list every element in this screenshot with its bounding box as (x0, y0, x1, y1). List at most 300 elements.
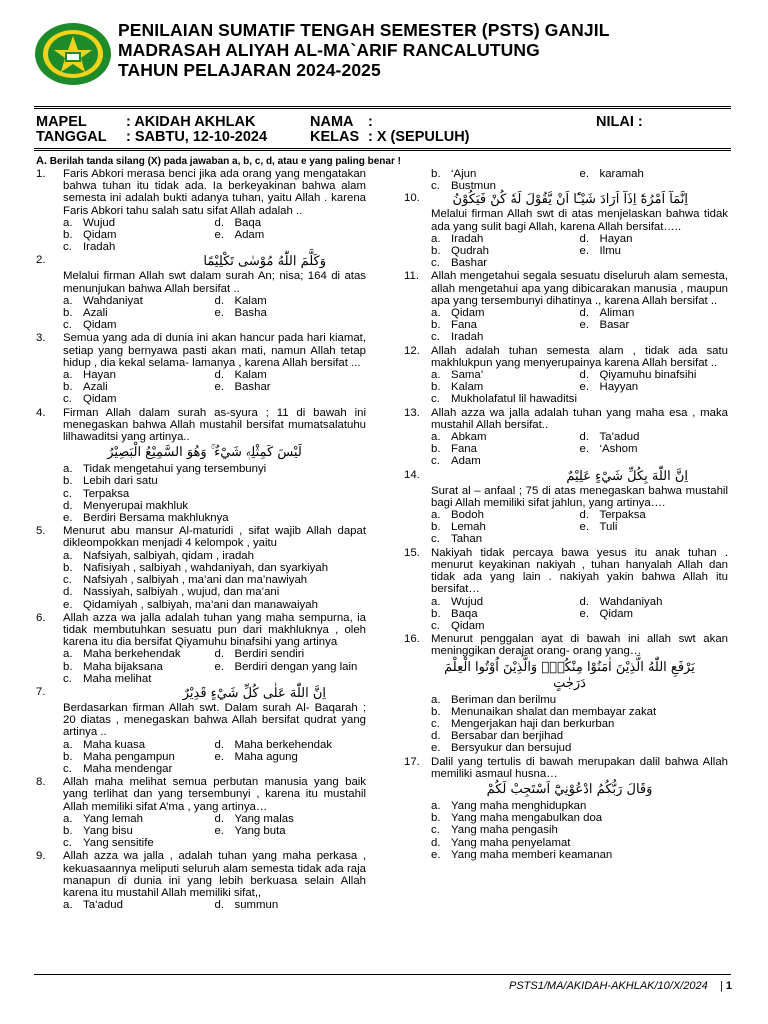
option-row (63, 229, 366, 241)
title-line-2: MADRASAH ALIYAH AL-MA`ARIF RANCALUTUNG (118, 40, 540, 60)
question-text: Allah azza wa jalla , adalah tuhan yang maha perkasa , kekuasaannya meliputi seluruh alam semesta tidak ada raja manapun di dunia ini yang lebih berkuasa selain Allah karena itu mustahil Allah memiliki sifat,, (63, 850, 366, 899)
document-header (0, 0, 768, 108)
option-text: Sama’ (451, 369, 484, 382)
option-text: Berdiri Bersama makhluknya (83, 512, 229, 525)
option-text: Lemah (451, 521, 486, 534)
answer-option[interactable] (431, 443, 580, 455)
option-letter: b. (431, 443, 441, 456)
option-letter: e. (214, 824, 224, 837)
answer-option[interactable] (431, 533, 482, 545)
option-letter: c. (431, 533, 440, 546)
option-letter: b. (431, 319, 441, 332)
option-text: summun (234, 899, 279, 912)
answer-option[interactable] (431, 620, 485, 632)
option-letter: b. (63, 561, 73, 574)
answer-option[interactable] (63, 393, 117, 405)
answer-option[interactable] (431, 596, 580, 608)
option-row (431, 443, 728, 455)
question-item (36, 168, 366, 253)
option-row (63, 562, 366, 574)
answer-option[interactable] (431, 812, 602, 824)
answer-option[interactable] (431, 180, 496, 192)
option-text: Nafsiyah , salbiyah , ma’ani dan ma’nawiyah (83, 574, 308, 587)
question-text: Menurut abu mansur Al-maturidi , sifat wajib Allah dapat dikleompokkan menjadi 4 kelompok , yaitu (63, 525, 366, 550)
option-text: Nassiyah, salbiyah , wujud, dan ma’ani (83, 586, 280, 599)
mapel-label: MAPEL (36, 114, 87, 130)
option-letter: d. (579, 307, 589, 320)
footer-code: PSTS1/MA/AKIDAH-AKHLAK/10/X/2024 (509, 980, 708, 992)
option-row (63, 500, 366, 512)
answer-options (36, 648, 366, 685)
option-text: Basha (234, 307, 267, 320)
option-letter: b. (431, 381, 441, 394)
option-text: Abkam (451, 431, 487, 444)
answer-option[interactable] (431, 706, 656, 718)
option-row (431, 307, 728, 319)
question-number: 13. (404, 406, 420, 419)
option-text: Azali (83, 381, 108, 394)
option-row (431, 509, 728, 521)
question-text: Semua yang ada di dunia ini akan hancur pada hari kiamat, setiap yang bernyawa pasti akan mati, namun Allah tetap hidup , dia kekal selama- lamanya , karena Allah bersifat ... (63, 332, 366, 369)
answer-option[interactable] (63, 899, 215, 911)
option-text: Iradah (451, 331, 484, 344)
question-item (404, 756, 728, 861)
answer-option[interactable] (63, 500, 188, 512)
option-text: Yang malas (234, 812, 294, 825)
option-row (63, 837, 366, 849)
question-number: 9. (36, 850, 46, 863)
answer-option[interactable] (63, 512, 229, 524)
option-text: Yang buta (234, 824, 286, 837)
answer-options (36, 813, 366, 850)
option-row (431, 369, 728, 381)
info-divider (34, 148, 731, 152)
option-letter: c. (63, 672, 72, 685)
option-letter: e. (63, 512, 73, 525)
option-text: Yang maha memberi keamanan (451, 848, 613, 861)
option-text: Qidam (83, 229, 117, 242)
option-row (431, 824, 728, 836)
option-text: Yang maha pengasih (451, 824, 558, 837)
option-text: Maha agung (234, 750, 298, 763)
question-item (404, 633, 728, 754)
option-letter: d. (431, 730, 441, 743)
option-letter: e. (579, 381, 589, 394)
question-item (404, 270, 728, 343)
question-number: 3. (36, 332, 46, 345)
option-text: Mengerjakan haji dan berkurban (451, 717, 615, 730)
answer-option[interactable] (431, 730, 563, 742)
question-number: 12. (404, 344, 420, 357)
option-row (63, 369, 366, 381)
question-text: Melalui firman Allah swt di atas menjelaskan bahwa tidak ada yang sulit bagi Allah, karena Allah bersifat….. (431, 208, 728, 233)
option-text: Hayan (599, 232, 633, 245)
option-text: Ta’adud (599, 431, 640, 444)
answer-option[interactable] (431, 257, 487, 269)
option-letter: d. (214, 738, 224, 751)
kelas-label: KELAS (310, 129, 360, 145)
option-letter: d. (579, 431, 589, 444)
option-row (431, 800, 728, 812)
option-row (63, 512, 366, 524)
nama-value[interactable]: : (368, 114, 373, 130)
option-letter: a. (63, 549, 73, 562)
option-letter: a. (63, 294, 73, 307)
answer-option[interactable] (580, 381, 729, 393)
page-footer (509, 980, 732, 992)
option-row (431, 706, 728, 718)
question-item (36, 850, 366, 911)
answer-option[interactable] (215, 295, 367, 307)
option-letter: e. (214, 307, 224, 320)
answer-option[interactable] (63, 574, 307, 586)
question-number: 8. (36, 776, 46, 789)
answer-option[interactable] (431, 521, 580, 533)
option-letter: c. (63, 487, 72, 500)
answer-option[interactable] (215, 307, 367, 319)
question-text: Surat al – anfaal ; 75 di atas menegaskan bahwa mustahil bagi Allah memiliki sifat jahlun, yang artinya…. (431, 484, 728, 509)
questions-left-column (36, 168, 366, 912)
option-letter: c. (63, 241, 72, 254)
instruction-text: Berilah tanda silang (X) pada jawaban a, b, c, d, atau e yang paling benar ! (49, 156, 401, 167)
answer-options (404, 694, 728, 755)
answer-option[interactable] (63, 319, 117, 331)
option-row (431, 742, 728, 754)
option-row (63, 574, 366, 586)
answer-options (404, 369, 728, 406)
answer-option[interactable] (215, 825, 367, 837)
option-letter: a. (63, 899, 73, 912)
answer-option[interactable] (580, 431, 729, 443)
answer-option[interactable] (580, 168, 729, 180)
option-row (63, 763, 366, 775)
header-title (118, 20, 609, 80)
option-letter: e. (214, 381, 224, 394)
answer-option[interactable] (63, 295, 215, 307)
option-letter: a. (431, 431, 441, 444)
option-row (431, 521, 728, 533)
instruction (36, 155, 401, 167)
option-text: Tuli (599, 521, 618, 534)
option-row (431, 596, 728, 608)
option-row (431, 393, 728, 405)
answer-option[interactable] (63, 241, 115, 253)
option-letter: e. (431, 742, 441, 755)
answer-option[interactable] (63, 673, 151, 685)
answer-option[interactable] (63, 229, 215, 241)
question-number: 5. (36, 525, 46, 538)
option-text: Qiyamuhu binafsihi (599, 369, 697, 382)
option-row (63, 307, 366, 319)
option-text: Wujud (83, 216, 116, 229)
answer-option[interactable] (63, 599, 318, 611)
option-letter: e. (579, 521, 589, 534)
answer-option[interactable] (63, 475, 158, 487)
answer-option[interactable] (431, 742, 571, 754)
answer-option[interactable] (63, 837, 154, 849)
answer-option[interactable] (215, 229, 367, 241)
questions-right-column (404, 168, 728, 862)
answer-option[interactable] (580, 319, 729, 331)
answer-option[interactable] (215, 381, 367, 393)
option-letter: c. (431, 824, 440, 837)
answer-option[interactable] (63, 369, 215, 381)
option-letter: c. (431, 257, 440, 270)
option-letter: a. (431, 369, 441, 382)
option-letter: e. (579, 168, 589, 180)
answer-option[interactable] (215, 217, 367, 229)
option-row (63, 241, 366, 253)
option-row (431, 620, 728, 632)
option-row (63, 381, 366, 393)
option-text: Yang lemah (83, 812, 143, 825)
answer-option[interactable] (431, 800, 586, 812)
answer-option[interactable] (580, 245, 729, 257)
option-letter: a. (431, 232, 441, 245)
option-text: karamah (599, 168, 644, 180)
tanggal-value: : SABTU, 12-10-2024 (126, 129, 268, 145)
option-row (431, 431, 728, 443)
option-text: Kalam (451, 381, 484, 394)
option-text: Fana (451, 319, 477, 332)
mapel-value: : AKIDAH AKHLAK (126, 114, 256, 130)
question-number: 11. (404, 270, 419, 283)
nilai-label[interactable]: NILAI : (596, 114, 643, 130)
answer-option[interactable] (431, 369, 580, 381)
answer-option[interactable] (63, 763, 172, 775)
option-row (63, 319, 366, 331)
answer-option[interactable] (215, 739, 367, 751)
answer-option[interactable] (431, 509, 580, 521)
answer-option[interactable] (580, 521, 729, 533)
answer-option[interactable] (431, 849, 612, 861)
option-text: Bersyukur dan bersujud (451, 742, 572, 755)
option-letter: d. (579, 369, 589, 382)
option-letter: b. (63, 660, 73, 673)
option-letter: a. (63, 812, 73, 825)
answer-option[interactable] (215, 813, 367, 825)
option-letter: d. (579, 595, 589, 608)
option-row (63, 648, 366, 660)
answer-option[interactable] (63, 307, 215, 319)
answer-option[interactable] (215, 661, 367, 673)
answer-option[interactable] (63, 550, 254, 562)
option-row (431, 812, 728, 824)
option-letter: b. (63, 229, 73, 242)
option-row (63, 599, 366, 611)
option-text: Baqa (234, 216, 262, 229)
option-letter: c. (63, 762, 72, 775)
answer-option[interactable] (580, 443, 729, 455)
option-letter: e. (214, 229, 224, 242)
option-text: Nafsiyah, salbiyah, qidam , iradah (83, 549, 254, 562)
option-letter: a. (431, 307, 441, 320)
option-text: Terpaksa (83, 487, 130, 500)
answer-option[interactable] (63, 751, 215, 763)
answer-option[interactable] (431, 245, 580, 257)
option-row (431, 233, 728, 245)
answer-option[interactable] (215, 751, 367, 763)
option-letter: a. (431, 799, 441, 812)
option-text: Hayyan (599, 381, 639, 394)
question-text: Allah azza wa jalla adalah tuhan yang maha esa , maka mustahil Allah bersifat.. (431, 406, 728, 431)
option-text: Qidam (83, 393, 117, 406)
footer-separator: | (719, 980, 723, 992)
answer-options (36, 217, 366, 254)
option-row (431, 455, 728, 467)
answer-options (36, 550, 366, 611)
option-text: Berdiri sendiri (234, 648, 305, 661)
question-number: 10. (404, 192, 420, 205)
option-text: Wahdaniyah (599, 595, 663, 608)
nama-label: NAMA (310, 114, 354, 130)
question-number: 17. (404, 755, 420, 768)
answer-options (36, 739, 366, 776)
answer-option[interactable] (63, 813, 215, 825)
header-divider (34, 106, 731, 110)
option-text: Maha pengampun (83, 750, 175, 763)
option-row (431, 245, 728, 257)
answer-option[interactable] (215, 648, 367, 660)
question-number: 14. (404, 468, 420, 481)
answer-option[interactable] (431, 824, 558, 836)
option-text: Terpaksa (599, 509, 646, 522)
option-row (431, 381, 728, 393)
option-row (431, 533, 728, 545)
option-letter: c. (431, 180, 440, 193)
answer-option[interactable] (431, 694, 556, 706)
option-letter: c. (431, 393, 440, 406)
option-letter: c. (63, 393, 72, 406)
answer-option[interactable] (431, 233, 580, 245)
option-row (431, 849, 728, 861)
question-item (36, 612, 366, 685)
option-letter: e. (579, 607, 589, 620)
option-row (63, 550, 366, 562)
answer-option[interactable] (580, 509, 729, 521)
option-text: Bodoh (451, 509, 484, 522)
answer-option[interactable] (580, 233, 729, 245)
option-text: Maha berkehendak (83, 648, 181, 661)
answer-options (404, 800, 728, 861)
option-text: Mukholafatul lil hawaditsi (451, 393, 577, 406)
answer-option[interactable] (215, 369, 367, 381)
option-text: ‘Ajun (451, 168, 477, 180)
answer-option[interactable] (431, 381, 580, 393)
section-letter: A. (36, 155, 47, 167)
option-letter: a. (63, 369, 73, 382)
arabic-verse: اِنَّمَآ اَمْرُهٗٓ اِذَآ اَرَادَ شَيْـًٔا اَنْ يَّقُوْلَ لَهٗ كُنْ فَيَكُوْنُ (452, 192, 688, 208)
title-line-3: TAHUN PELAJARAN 2024-2025 (118, 60, 381, 80)
question-number: 6. (36, 611, 46, 624)
option-letter: e. (431, 848, 441, 861)
option-row (63, 751, 366, 763)
option-text: Maha bijaksana (83, 660, 163, 673)
option-text: Nafisiyah , salbiyah , wahdaniyah, dan syarkiyah (83, 561, 329, 574)
option-text: Qidam (451, 619, 485, 632)
option-row (63, 899, 366, 911)
answer-option[interactable] (431, 393, 577, 405)
answer-option[interactable] (63, 648, 215, 660)
option-letter: d. (214, 648, 224, 661)
option-letter: e. (214, 750, 224, 763)
question-item (36, 254, 366, 331)
question-item (404, 547, 728, 632)
option-letter: a. (63, 738, 73, 751)
answer-option[interactable] (63, 488, 129, 500)
answer-option[interactable] (431, 455, 481, 467)
option-letter: b. (63, 750, 73, 763)
answer-option[interactable] (431, 331, 483, 343)
option-letter: e. (214, 660, 224, 673)
question-item (404, 407, 728, 468)
option-letter: a. (63, 463, 73, 476)
option-letter: a. (63, 216, 73, 229)
title-line-1: PENILAIAN SUMATIF TENGAH SEMESTER (PSTS) GANJIL (118, 20, 610, 40)
option-letter: a. (431, 693, 441, 706)
question-number: 16. (404, 633, 420, 646)
answer-option[interactable] (580, 608, 729, 620)
answer-option[interactable] (431, 608, 580, 620)
question-text: Berdasarkan firman Allah swt. Dalam surah Al- Baqarah ; 20 diatas , menegaskan bahwa Allah bersifat qudrat yang artinya .. (63, 701, 366, 739)
answer-option[interactable] (63, 562, 328, 574)
answer-option[interactable] (580, 596, 729, 608)
arabic-verse: اِنَّ اللّٰهَ عَلٰى كُلِّ شَيْءٍ قَدِيْرٌ (182, 685, 326, 701)
option-letter: c. (63, 837, 72, 850)
answer-option[interactable] (63, 381, 215, 393)
answer-option[interactable] (63, 739, 215, 751)
answer-option[interactable] (431, 319, 580, 331)
option-letter: e. (63, 598, 73, 611)
answer-option[interactable] (431, 718, 614, 730)
option-text: Kalam (234, 369, 267, 382)
option-row (431, 608, 728, 620)
answer-option[interactable] (63, 586, 279, 598)
question-number: 1. (36, 168, 46, 180)
option-letter: d. (214, 899, 224, 912)
answer-option[interactable] (580, 307, 729, 319)
option-row (63, 295, 366, 307)
arabic-verse: وَقَالَ رَبُّكُمُ ادْعُوْنِيْٓ اَسْتَجِبْ لَكُمْ (486, 781, 653, 797)
answer-option[interactable] (580, 369, 729, 381)
option-row (63, 813, 366, 825)
option-text: Wahdaniyat (83, 294, 143, 307)
answer-option[interactable] (431, 837, 570, 849)
answer-option[interactable] (431, 168, 580, 180)
arabic-verse: وَكَلَّمَ اللّٰهُ مُوْسٰى تَكْلِيْمًا (203, 254, 326, 270)
option-text: Qudrah (451, 245, 489, 258)
answer-option[interactable] (63, 217, 215, 229)
option-letter: a. (431, 595, 441, 608)
answer-option[interactable] (431, 307, 580, 319)
option-text: Yang maha menghidupkan (451, 799, 587, 812)
question-text: Allah adalah tuhan semesta alam , tidak ada satu makhlukpun yang menyerupainya karena Allah bersifat .. (431, 344, 728, 369)
answer-option[interactable] (215, 899, 367, 911)
option-text: Bashar (451, 257, 488, 270)
question-text: Allah azza wa jalla adalah tuhan yang maha sempurna, ia tidak membutuhkan sesuatu pun dari makhluknya , oleh karena itu dia bersifat Qiyamuhu binafsihi yang artinya (63, 611, 366, 649)
answer-option[interactable] (63, 463, 266, 475)
question-item (36, 407, 366, 525)
option-text: Tidak mengetahui yang tersembunyi (83, 463, 267, 476)
option-letter: d. (214, 812, 224, 825)
option-text: Wujud (451, 595, 484, 608)
question-number: 15. (404, 546, 420, 559)
question-text: Firman Allah dalam surah as-syura ; 11 di bawah ini menegaskan bahwa Allah mustahil bersifat mumatsalatuhu lilhawaditsi yang artinya.. (63, 406, 366, 444)
answer-option[interactable] (63, 825, 215, 837)
answer-option[interactable] (63, 661, 215, 673)
option-text: Qidam (599, 607, 634, 620)
answer-option[interactable] (431, 431, 580, 443)
